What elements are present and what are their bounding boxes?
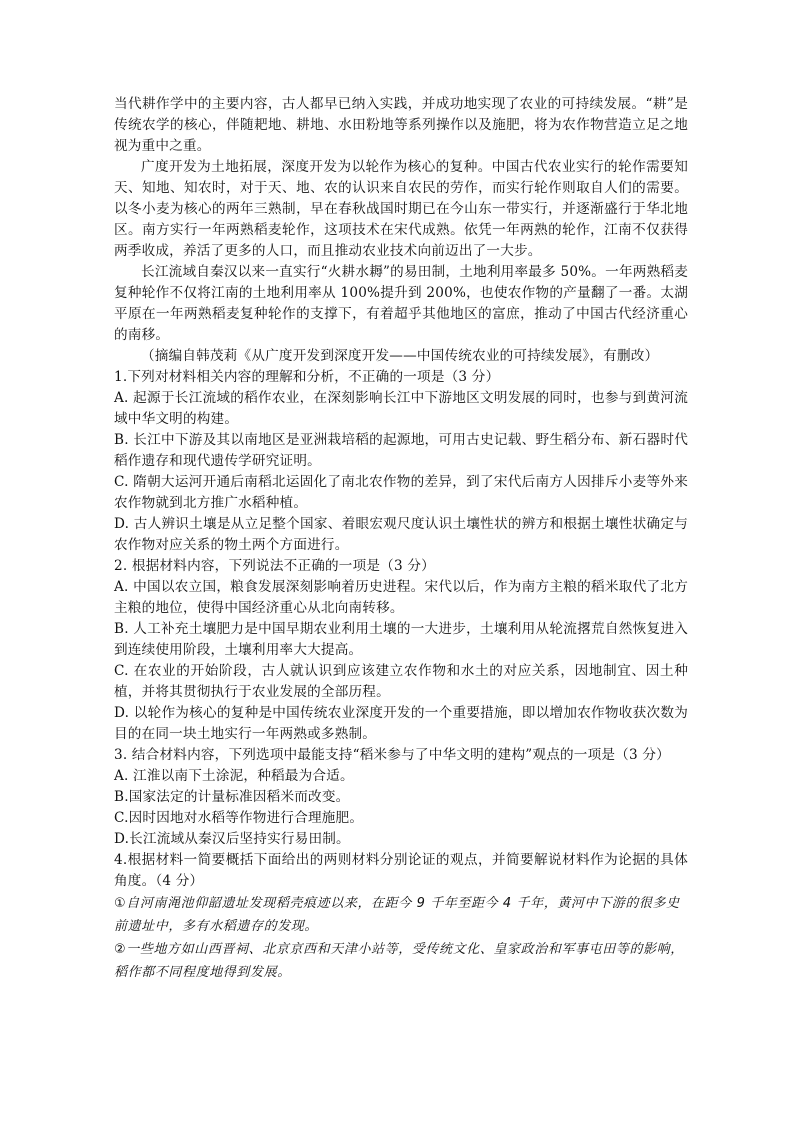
question-4 [114, 850, 688, 984]
body-paragraph-1: 当代耕作学中的主要内容，古人都早已纳入实践，并成功地实现了农业的可持续发展。“耕”是传统农学的核心，伴随耙地、耕地、水田粉地等系列操作以及施肥，将为农作物营造立足之地视为重中之重。 [114, 96, 688, 154]
reference-material-1: ①自河南渑池仰韶遗址发现稻壳痕迹以来，在距今 9 千年至距今 4 千年，黄河中下游的很多史前遗址中，多有水稻遗存的发现。 [114, 896, 680, 934]
body-paragraph-3: 长江流域自秦汉以来一直实行“火耕水耨”的易田制，土地利用率最多 50%。一年两熟稻麦复种轮作不仅将江南的土地利用率从 100%提升到 200%，也使农作物的产量翻了一番。太湖平原在一年两熟稻麦复种轮作的支撑下，有着超乎其他地区的富庶，推动了中国古代经济重心的南移。 [114, 264, 688, 343]
body-paragraph-2: 广度开发为土地拓展，深度开发为以轮作为核心的复种。中国古代农业实行的轮作需要知天、知地、知农时，对于天、地、农的认识来自农民的劳作，而实行轮作则取自人们的需要。以冬小麦为核心的两年三熟制，早在春秋战国时期已在今山东一带实行，并逐渐盛行于华北地区。南方实行一年两熟稻麦轮作，这项技术在宋代成熟。依凭一年两熟的轮作，江南不仅获得两季收成，养活了更多的人口，而且推动农业技术向前迈出了一大步。 [114, 159, 688, 259]
option-a: A. 起源于长江流域的稻作农业，在深刻影响长江中下游地区文明发展的同时，也参与到黄河流域中华文明的构建。 [114, 390, 688, 427]
question-stem: 3. 结合材料内容，下列选项中最能支持“稻米参与了中华文明的建构”观点的一项是（3 分） [114, 747, 670, 763]
question-stem: 4.根据材料一简要概括下面给出的两则材料分别论证的观点，并简要解说材料作为论据的具体角度。（4 分） [114, 852, 688, 889]
source-citation: （摘编自韩茂莉《从广度开发到深度开发——中国传统农业的可持续发展》，有删改） [141, 348, 659, 364]
option-c: C.因时因地对水稻等作物进行合理施肥。 [114, 810, 364, 826]
option-c: C. 隋朝大运河开通后南稻北运固化了南北农作物的差异，到了宋代后南方人因排斥小麦等外来农作物就到北方推广水稻种植。 [114, 474, 688, 511]
option-c: C. 在农业的开始阶段，古人就认识到应该建立农作物和水土的对应关系，因地制宜、因土种植，并将其贯彻执行于农业发展的全部历程。 [114, 663, 688, 700]
option-b: B. 长江中下游及其以南地区是亚洲栽培稻的起源地，可用古史记载、野生稻分布、新石器时代稻作遗存和现代遗传学研究证明。 [114, 432, 688, 469]
option-b: B.国家法定的计量标准因稻米而改变。 [114, 789, 350, 805]
question-3 [114, 745, 688, 850]
question-2 [114, 556, 688, 745]
question-1 [114, 367, 688, 556]
option-d: D. 以轮作为核心的复种是中国传统农业深度开发的一个重要措施，即以增加农作物收获次数为目的在同一块土地实行一年两熟或多熟制。 [114, 705, 688, 742]
question-stem: 1.下列对材料相关内容的理解和分析，不正确的一项是（3 分） [114, 369, 500, 385]
question-stem: 2. 根据材料内容，下列说法不正确的一项是（3 分） [114, 558, 435, 574]
option-b: B. 人工补充土壤肥力是中国早期农业利用土壤的一大进步，土壤利用从轮流撂荒自然恢复进入到连续使用阶段，土壤利用率大大提高。 [114, 621, 688, 658]
option-d: D.长江流域从秦汉后坚持实行易田制。 [114, 831, 350, 847]
document-body [114, 94, 688, 984]
option-d: D. 古人辨识土壤是从立足整个国家、着眼宏观尺度认识土壤性状的辨方和根据土壤性状确定与农作物对应关系的物土两个方面进行。 [114, 516, 688, 553]
option-a: A. 中国以农立国，粮食发展深刻影响着历史进程。宋代以后，作为南方主粮的稻米取代了北方主粮的地位，使得中国经济重心从北向南转移。 [114, 579, 688, 616]
option-a: A. 江淮以南下土涂泥，种稻最为合适。 [114, 768, 354, 784]
reference-material-2: ②一些地方如山西晋祠、北京京西和天津小站等，受传统文化、皇家政治和军事屯田等的影响，稻作都不同程度地得到发展。 [114, 942, 684, 980]
